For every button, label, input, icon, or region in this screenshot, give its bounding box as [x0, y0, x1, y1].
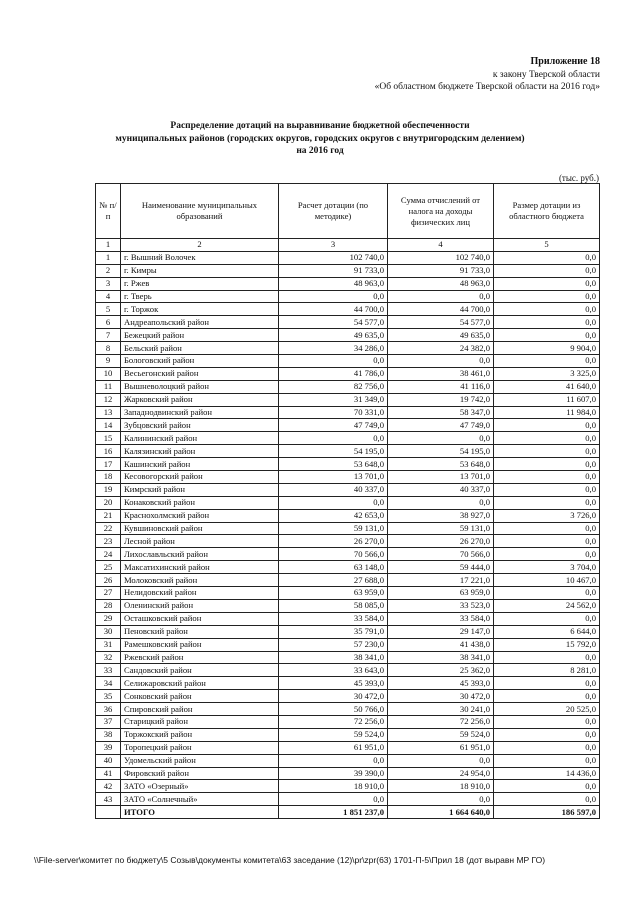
table-row — [96, 264, 600, 277]
calculation-cell: 31 349,0 — [279, 393, 388, 406]
table-row — [96, 574, 600, 587]
subsidy-cell: 0,0 — [494, 458, 600, 471]
appendix-line-2: «Об областном бюджете Тверской области на 2016 год» — [374, 82, 600, 92]
column-number: 2 — [121, 239, 279, 252]
appendix-line-1: к закону Тверской области — [492, 69, 600, 80]
row-number-cell: 1 — [96, 251, 121, 264]
tax-deduction-cell: 44 700,0 — [388, 303, 494, 316]
subsidy-cell: 0,0 — [494, 780, 600, 793]
calculation-cell: 35 791,0 — [279, 625, 388, 638]
row-number-cell: 25 — [96, 561, 121, 574]
calculation-cell: 33 584,0 — [279, 612, 388, 625]
total-empty-cell — [96, 806, 121, 819]
tax-deduction-cell: 48 963,0 — [388, 277, 494, 290]
municipality-name-cell: Спировский район — [121, 703, 279, 716]
subsidy-cell: 10 467,0 — [494, 574, 600, 587]
municipality-name-cell: Оленинский район — [121, 599, 279, 612]
tax-deduction-cell: 61 951,0 — [388, 741, 494, 754]
calculation-cell: 61 951,0 — [279, 741, 388, 754]
table-row — [96, 406, 600, 419]
subsidy-cell: 0,0 — [494, 445, 600, 458]
municipality-name-cell: ЗАТО «Солнечный» — [121, 793, 279, 806]
calculation-cell: 0,0 — [279, 754, 388, 767]
subsidy-cell: 0,0 — [494, 677, 600, 690]
calculation-cell: 34 286,0 — [279, 342, 388, 355]
tax-deduction-cell: 0,0 — [388, 355, 494, 368]
row-number-cell: 17 — [96, 458, 121, 471]
title-line-1: Распределение дотаций на выравнивание бюджетной обеспеченности — [170, 121, 470, 131]
table-row — [96, 715, 600, 728]
table-row — [96, 329, 600, 342]
title-line-3: на 2016 год — [296, 146, 344, 156]
header-calculation: Расчет дотации (по методике) — [279, 184, 388, 239]
row-number-cell: 37 — [96, 715, 121, 728]
subsidy-cell: 0,0 — [494, 715, 600, 728]
subsidy-cell: 3 726,0 — [494, 509, 600, 522]
header-name: Наименование муниципальных образований — [121, 184, 279, 239]
municipality-name-cell: Бельский район — [121, 342, 279, 355]
row-number-cell: 20 — [96, 496, 121, 509]
table-row — [96, 767, 600, 780]
subsidy-cell: 0,0 — [494, 264, 600, 277]
municipality-name-cell: Лесной район — [121, 535, 279, 548]
row-number-cell: 32 — [96, 651, 121, 664]
municipality-name-cell: Сандовский район — [121, 664, 279, 677]
tax-deduction-cell: 59 444,0 — [388, 561, 494, 574]
row-number-cell: 35 — [96, 690, 121, 703]
subsidy-cell: 3 704,0 — [494, 561, 600, 574]
row-number-cell: 40 — [96, 754, 121, 767]
subsidy-cell: 6 644,0 — [494, 625, 600, 638]
row-number-cell: 18 — [96, 471, 121, 484]
subsidy-cell: 0,0 — [494, 329, 600, 342]
calculation-cell: 70 566,0 — [279, 548, 388, 561]
table-row — [96, 690, 600, 703]
table-row — [96, 419, 600, 432]
municipality-name-cell: Жарковский район — [121, 393, 279, 406]
row-number-cell: 8 — [96, 342, 121, 355]
subsidy-cell: 0,0 — [494, 793, 600, 806]
subsidy-cell: 3 325,0 — [494, 367, 600, 380]
tax-deduction-cell: 54 195,0 — [388, 445, 494, 458]
calculation-cell: 42 653,0 — [279, 509, 388, 522]
calculation-cell: 72 256,0 — [279, 715, 388, 728]
row-number-cell: 28 — [96, 599, 121, 612]
tax-deduction-cell: 49 635,0 — [388, 329, 494, 342]
row-number-cell: 3 — [96, 277, 121, 290]
municipality-name-cell: Рамешковский район — [121, 638, 279, 651]
municipality-name-cell: Бежецкий район — [121, 329, 279, 342]
row-number-cell: 11 — [96, 380, 121, 393]
tax-deduction-cell: 0,0 — [388, 793, 494, 806]
row-number-cell: 38 — [96, 728, 121, 741]
tax-deduction-cell: 17 221,0 — [388, 574, 494, 587]
table-row — [96, 741, 600, 754]
row-number-cell: 33 — [96, 664, 121, 677]
calculation-cell: 39 390,0 — [279, 767, 388, 780]
municipality-name-cell: г. Кимры — [121, 264, 279, 277]
tax-deduction-cell: 91 733,0 — [388, 264, 494, 277]
row-number-cell: 7 — [96, 329, 121, 342]
table-row — [96, 458, 600, 471]
total-label: ИТОГО — [121, 806, 279, 819]
total-row — [96, 806, 600, 819]
row-number-cell: 31 — [96, 638, 121, 651]
calculation-cell: 54 577,0 — [279, 316, 388, 329]
municipality-name-cell: Краснохолмский район — [121, 509, 279, 522]
table-row — [96, 251, 600, 264]
subsidy-cell: 41 640,0 — [494, 380, 600, 393]
table-row — [96, 432, 600, 445]
calculation-cell: 70 331,0 — [279, 406, 388, 419]
table-row — [96, 509, 600, 522]
column-number-row — [96, 239, 600, 252]
row-number-cell: 10 — [96, 367, 121, 380]
row-number-cell: 14 — [96, 419, 121, 432]
subsidy-cell: 20 525,0 — [494, 703, 600, 716]
header-tax-deductions: Сумма отчислений от налога на доходы физических лиц — [388, 184, 494, 239]
subsidy-cell: 0,0 — [494, 303, 600, 316]
column-number: 4 — [388, 239, 494, 252]
tax-deduction-cell: 47 749,0 — [388, 419, 494, 432]
municipality-name-cell: Вышневолоцкий район — [121, 380, 279, 393]
calculation-cell: 41 786,0 — [279, 367, 388, 380]
subsidy-cell: 14 436,0 — [494, 767, 600, 780]
subsidy-cell: 0,0 — [494, 316, 600, 329]
tax-deduction-cell: 13 701,0 — [388, 471, 494, 484]
calculation-cell: 57 230,0 — [279, 638, 388, 651]
table-row — [96, 780, 600, 793]
calculation-cell: 102 740,0 — [279, 251, 388, 264]
municipality-name-cell: Старицкий район — [121, 715, 279, 728]
municipality-name-cell: г. Ржев — [121, 277, 279, 290]
tax-deduction-cell: 53 648,0 — [388, 458, 494, 471]
tax-deduction-cell: 33 584,0 — [388, 612, 494, 625]
subsidy-cell: 0,0 — [494, 587, 600, 600]
calculation-cell: 0,0 — [279, 290, 388, 303]
row-number-cell: 24 — [96, 548, 121, 561]
row-number-cell: 41 — [96, 767, 121, 780]
calculation-cell: 0,0 — [279, 355, 388, 368]
row-number-cell: 29 — [96, 612, 121, 625]
municipality-name-cell: г. Вышний Волочек — [121, 251, 279, 264]
subsidy-cell: 0,0 — [494, 535, 600, 548]
calculation-cell: 91 733,0 — [279, 264, 388, 277]
row-number-cell: 34 — [96, 677, 121, 690]
table-row — [96, 483, 600, 496]
table-row — [96, 703, 600, 716]
row-number-cell: 22 — [96, 522, 121, 535]
subsidy-cell: 9 904,0 — [494, 342, 600, 355]
subsidy-cell: 0,0 — [494, 419, 600, 432]
total-value-cell: 186 597,0 — [494, 806, 600, 819]
tax-deduction-cell: 0,0 — [388, 290, 494, 303]
column-number: 3 — [279, 239, 388, 252]
table-row — [96, 522, 600, 535]
municipality-name-cell: Удомельский район — [121, 754, 279, 767]
row-number-cell: 30 — [96, 625, 121, 638]
table-row — [96, 677, 600, 690]
table-row — [96, 471, 600, 484]
row-number-cell: 27 — [96, 587, 121, 600]
municipality-name-cell: Весьегонский район — [121, 367, 279, 380]
calculation-cell: 0,0 — [279, 793, 388, 806]
row-number-cell: 21 — [96, 509, 121, 522]
table-row — [96, 535, 600, 548]
tax-deduction-cell: 24 954,0 — [388, 767, 494, 780]
document-title — [60, 120, 580, 158]
municipality-name-cell: Калининский район — [121, 432, 279, 445]
table-row — [96, 793, 600, 806]
row-number-cell: 36 — [96, 703, 121, 716]
municipality-name-cell: Фировский район — [121, 767, 279, 780]
calculation-cell: 0,0 — [279, 496, 388, 509]
subsidy-cell: 15 792,0 — [494, 638, 600, 651]
row-number-cell: 5 — [96, 303, 121, 316]
municipality-name-cell: Нелидовский район — [121, 587, 279, 600]
tax-deduction-cell: 0,0 — [388, 496, 494, 509]
row-number-cell: 39 — [96, 741, 121, 754]
table-row — [96, 728, 600, 741]
subsidy-cell: 0,0 — [494, 548, 600, 561]
tax-deduction-cell: 24 382,0 — [388, 342, 494, 355]
appendix-title: Приложение 18 — [530, 56, 600, 67]
subsidy-cell: 0,0 — [494, 522, 600, 535]
table-row — [96, 290, 600, 303]
row-number-cell: 13 — [96, 406, 121, 419]
tax-deduction-cell: 63 959,0 — [388, 587, 494, 600]
subsidy-cell: 0,0 — [494, 290, 600, 303]
calculation-cell: 53 648,0 — [279, 458, 388, 471]
subsidy-cell: 11 984,0 — [494, 406, 600, 419]
subsidy-cell: 0,0 — [494, 483, 600, 496]
subsidy-cell: 0,0 — [494, 690, 600, 703]
tax-deduction-cell: 72 256,0 — [388, 715, 494, 728]
tax-deduction-cell: 0,0 — [388, 754, 494, 767]
table-row — [96, 393, 600, 406]
municipality-name-cell: Лихославльский район — [121, 548, 279, 561]
header-subsidy-amount: Размер дотации из областного бюджета — [494, 184, 600, 239]
table-row — [96, 355, 600, 368]
table-row — [96, 638, 600, 651]
row-number-cell: 16 — [96, 445, 121, 458]
calculation-cell: 47 749,0 — [279, 419, 388, 432]
municipality-name-cell: Торжокский район — [121, 728, 279, 741]
tax-deduction-cell: 41 438,0 — [388, 638, 494, 651]
table-row — [96, 599, 600, 612]
municipality-name-cell: Торопецкий район — [121, 741, 279, 754]
table-row — [96, 445, 600, 458]
municipality-name-cell: ЗАТО «Озерный» — [121, 780, 279, 793]
table-row — [96, 496, 600, 509]
calculation-cell: 18 910,0 — [279, 780, 388, 793]
municipality-name-cell: Кимрский район — [121, 483, 279, 496]
table-row — [96, 664, 600, 677]
calculation-cell: 33 643,0 — [279, 664, 388, 677]
row-number-cell: 4 — [96, 290, 121, 303]
subsidy-cell: 0,0 — [494, 612, 600, 625]
tax-deduction-cell: 70 566,0 — [388, 548, 494, 561]
calculation-cell: 0,0 — [279, 432, 388, 445]
tax-deduction-cell: 38 927,0 — [388, 509, 494, 522]
municipality-name-cell: Селижаровский район — [121, 677, 279, 690]
municipality-name-cell: Бологовский район — [121, 355, 279, 368]
tax-deduction-cell: 25 362,0 — [388, 664, 494, 677]
total-value-cell: 1 851 237,0 — [279, 806, 388, 819]
row-number-cell: 43 — [96, 793, 121, 806]
table-row — [96, 277, 600, 290]
table-row — [96, 625, 600, 638]
table-row — [96, 316, 600, 329]
table-row — [96, 342, 600, 355]
table-row — [96, 303, 600, 316]
row-number-cell: 2 — [96, 264, 121, 277]
municipality-name-cell: Сонковский район — [121, 690, 279, 703]
tax-deduction-cell: 19 742,0 — [388, 393, 494, 406]
subsidy-cell: 0,0 — [494, 728, 600, 741]
table-row — [96, 561, 600, 574]
municipality-name-cell: г. Тверь — [121, 290, 279, 303]
calculation-cell: 44 700,0 — [279, 303, 388, 316]
table-row — [96, 548, 600, 561]
subsidy-cell: 0,0 — [494, 754, 600, 767]
municipality-name-cell: Ржевский район — [121, 651, 279, 664]
subsidy-table — [95, 183, 600, 819]
municipality-name-cell: Кашинский район — [121, 458, 279, 471]
tax-deduction-cell: 54 577,0 — [388, 316, 494, 329]
municipality-name-cell: Кувшиновский район — [121, 522, 279, 535]
tax-deduction-cell: 33 523,0 — [388, 599, 494, 612]
tax-deduction-cell: 58 347,0 — [388, 406, 494, 419]
table-row — [96, 367, 600, 380]
title-line-2: муниципальных районов (городских округов, городских округов с внутригородским делением) — [115, 133, 525, 144]
municipality-name-cell: Андреапольский район — [121, 316, 279, 329]
municipality-name-cell: Западнодвинский район — [121, 406, 279, 419]
calculation-cell: 40 337,0 — [279, 483, 388, 496]
municipality-name-cell: Калязинский район — [121, 445, 279, 458]
calculation-cell: 59 524,0 — [279, 728, 388, 741]
subsidy-cell: 0,0 — [494, 251, 600, 264]
tax-deduction-cell: 59 131,0 — [388, 522, 494, 535]
tax-deduction-cell: 102 740,0 — [388, 251, 494, 264]
table-row — [96, 587, 600, 600]
tax-deduction-cell: 40 337,0 — [388, 483, 494, 496]
tax-deduction-cell: 59 524,0 — [388, 728, 494, 741]
municipality-name-cell: Молоковский район — [121, 574, 279, 587]
calculation-cell: 63 959,0 — [279, 587, 388, 600]
subsidy-cell: 0,0 — [494, 651, 600, 664]
subsidy-cell: 11 607,0 — [494, 393, 600, 406]
table-row — [96, 754, 600, 767]
unit-label: (тыс. руб.) — [558, 173, 599, 183]
calculation-cell: 54 195,0 — [279, 445, 388, 458]
subsidy-cell: 0,0 — [494, 277, 600, 290]
subsidy-cell: 24 562,0 — [494, 599, 600, 612]
municipality-name-cell: г. Торжок — [121, 303, 279, 316]
tax-deduction-cell: 38 461,0 — [388, 367, 494, 380]
municipality-name-cell: Максатихинский район — [121, 561, 279, 574]
file-path-footer: \\File-server\комитет по бюджету\5 Созыв\документы комитета\63 заседание (12)\pr\zpr(63) 1701-П-5\Прил 18 (дот выравн МР ГО) — [34, 855, 546, 865]
calculation-cell: 48 963,0 — [279, 277, 388, 290]
calculation-cell: 49 635,0 — [279, 329, 388, 342]
calculation-cell: 30 472,0 — [279, 690, 388, 703]
tax-deduction-cell: 38 341,0 — [388, 651, 494, 664]
row-number-cell: 23 — [96, 535, 121, 548]
subsidy-cell: 0,0 — [494, 741, 600, 754]
row-number-cell: 15 — [96, 432, 121, 445]
tax-deduction-cell: 29 147,0 — [388, 625, 494, 638]
row-number-cell: 6 — [96, 316, 121, 329]
row-number-cell: 9 — [96, 355, 121, 368]
calculation-cell: 45 393,0 — [279, 677, 388, 690]
municipality-name-cell: Кесовогорский район — [121, 471, 279, 484]
column-number: 1 — [96, 239, 121, 252]
row-number-cell: 19 — [96, 483, 121, 496]
tax-deduction-cell: 18 910,0 — [388, 780, 494, 793]
row-number-cell: 26 — [96, 574, 121, 587]
tax-deduction-cell: 45 393,0 — [388, 677, 494, 690]
calculation-cell: 26 270,0 — [279, 535, 388, 548]
subsidy-cell: 8 281,0 — [494, 664, 600, 677]
tax-deduction-cell: 26 270,0 — [388, 535, 494, 548]
row-number-cell: 42 — [96, 780, 121, 793]
tax-deduction-cell: 41 116,0 — [388, 380, 494, 393]
municipality-name-cell: Осташковский район — [121, 612, 279, 625]
municipality-name-cell: Зубцовский район — [121, 419, 279, 432]
subsidy-cell: 0,0 — [494, 355, 600, 368]
total-value-cell: 1 664 640,0 — [388, 806, 494, 819]
tax-deduction-cell: 0,0 — [388, 432, 494, 445]
row-number-cell: 12 — [96, 393, 121, 406]
municipality-name-cell: Пеновский район — [121, 625, 279, 638]
calculation-cell: 63 148,0 — [279, 561, 388, 574]
tax-deduction-cell: 30 472,0 — [388, 690, 494, 703]
calculation-cell: 58 085,0 — [279, 599, 388, 612]
table-row — [96, 612, 600, 625]
calculation-cell: 59 131,0 — [279, 522, 388, 535]
table-row — [96, 380, 600, 393]
calculation-cell: 27 688,0 — [279, 574, 388, 587]
subsidy-cell: 0,0 — [494, 471, 600, 484]
municipality-name-cell: Конаковский район — [121, 496, 279, 509]
table-row — [96, 651, 600, 664]
calculation-cell: 82 756,0 — [279, 380, 388, 393]
calculation-cell: 38 341,0 — [279, 651, 388, 664]
subsidy-cell: 0,0 — [494, 496, 600, 509]
calculation-cell: 13 701,0 — [279, 471, 388, 484]
appendix-header — [300, 56, 600, 94]
table-header-row — [96, 184, 600, 239]
subsidy-cell: 0,0 — [494, 432, 600, 445]
calculation-cell: 50 766,0 — [279, 703, 388, 716]
tax-deduction-cell: 30 241,0 — [388, 703, 494, 716]
header-number: № п/п — [96, 184, 121, 239]
column-number: 5 — [494, 239, 600, 252]
